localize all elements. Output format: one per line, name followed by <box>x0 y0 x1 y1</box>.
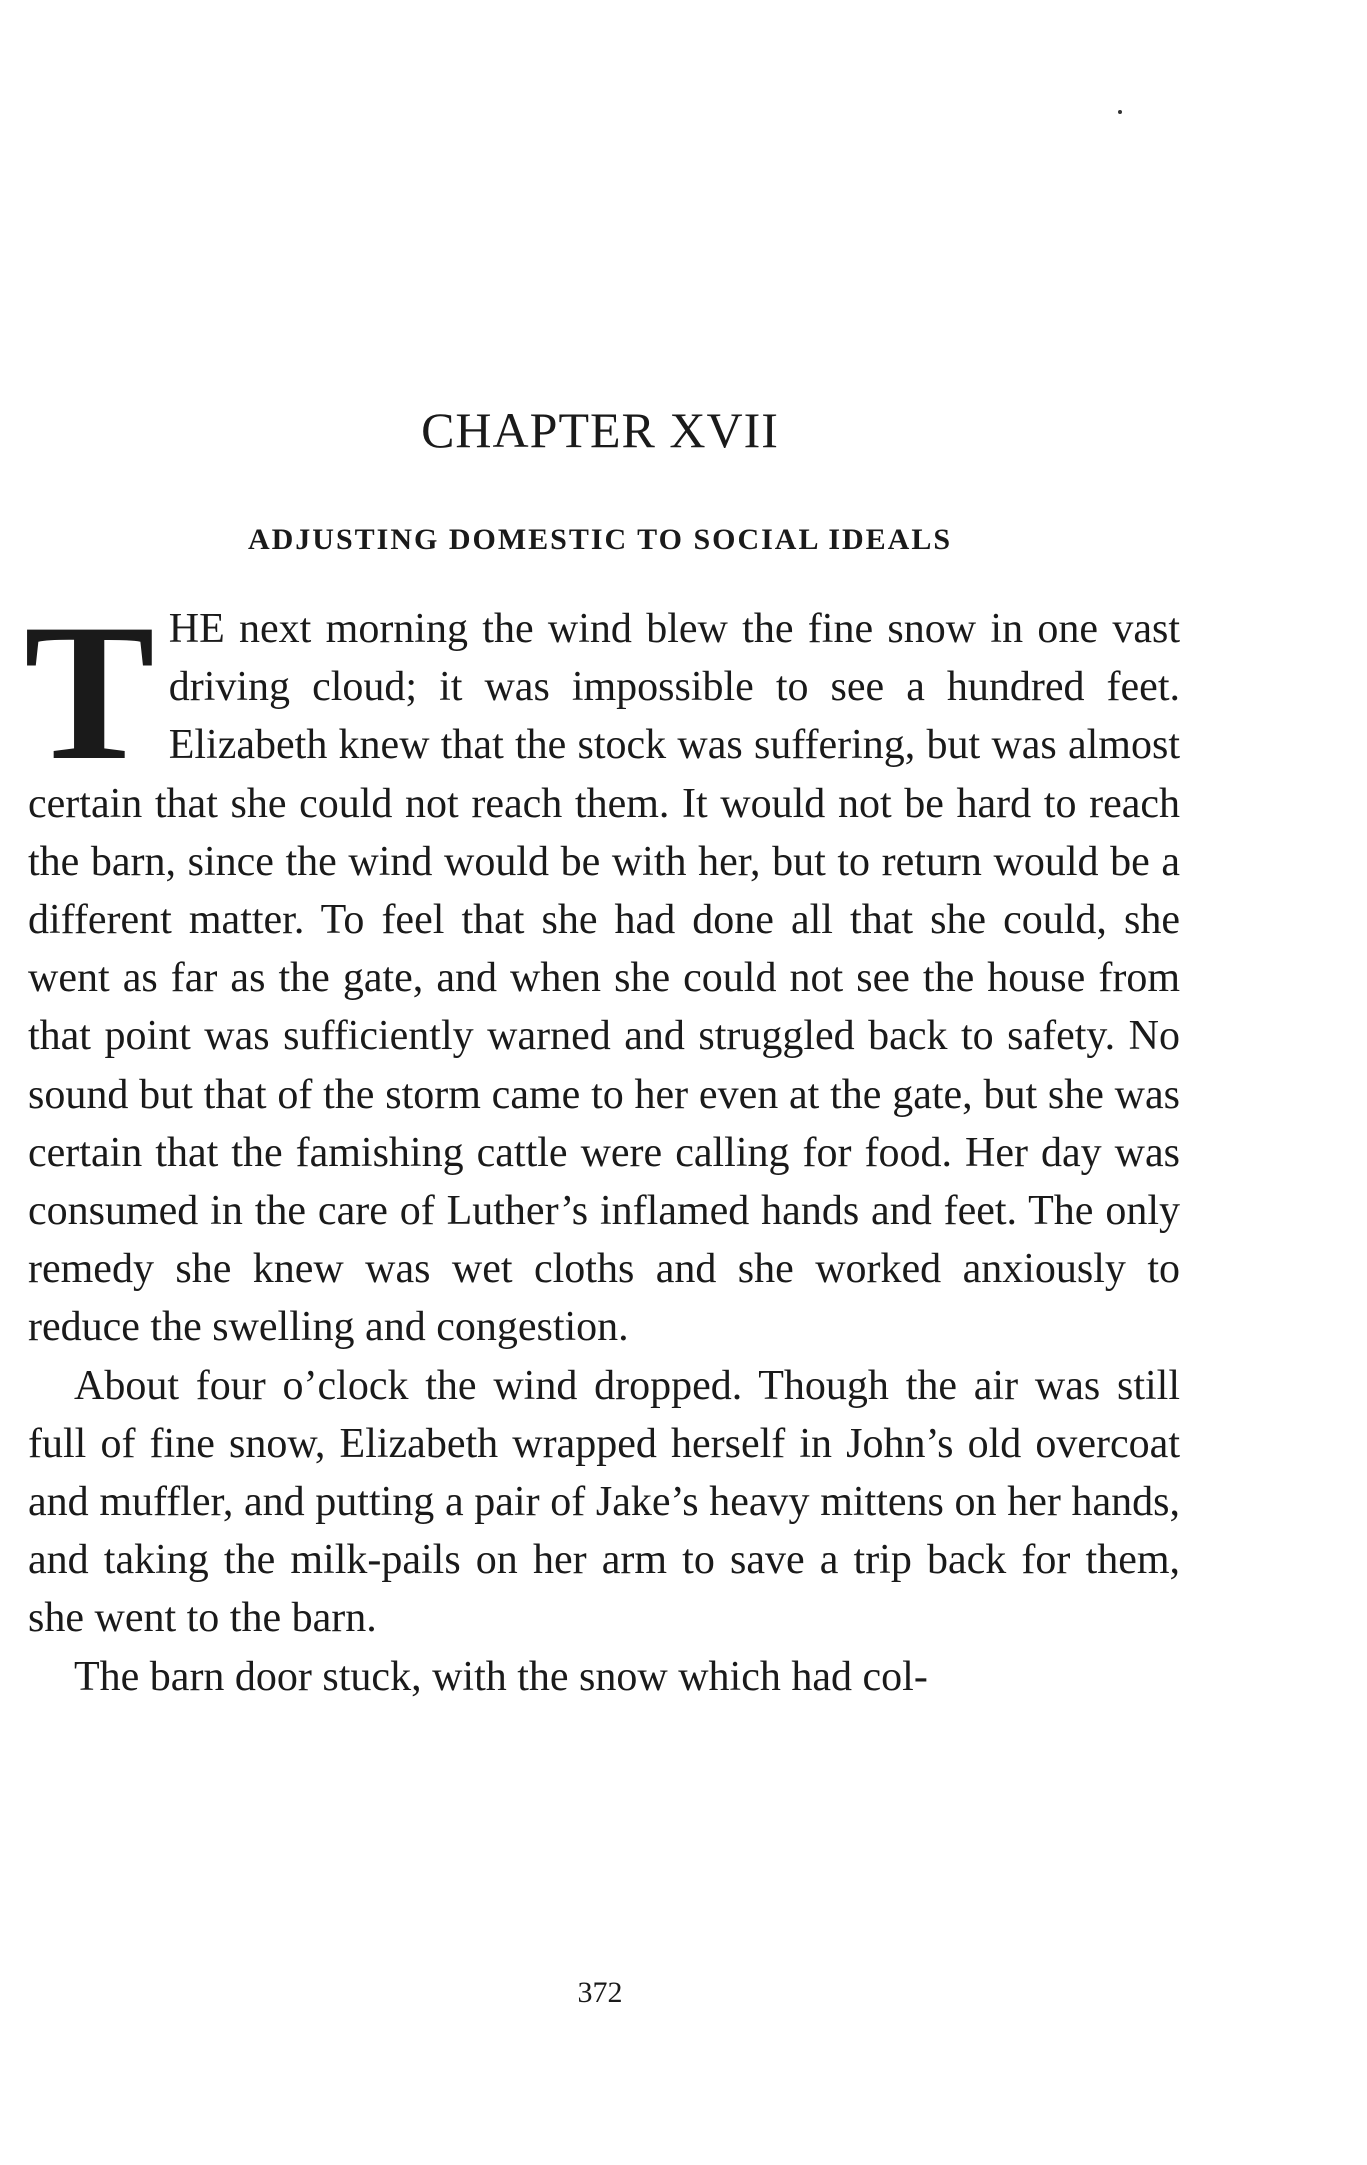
print-speck <box>1118 110 1122 114</box>
paragraph-2: About four o’clock the wind dropped. Though the air was still full of fine snow, Elizabeth wrapped herself in John’s old overcoat and muffler, and putting a pair of Jake’s heavy mittens on her hands, and taking the milk-pails on her arm to save a trip back for them, she went to the barn. <box>28 1362 1180 1642</box>
paragraph-3: The barn door stuck, with the snow which had col- <box>74 1653 928 1700</box>
paragraph-1 <box>24 584 1180 1357</box>
paragraph-1-text: HE next morning the wind blew the fine snow in one vast driving cloud; it was impossible to see a hundred feet. Elizabeth knew that the stock was suffering, but was almost certain that she could not reach them. It would not be hard to reach the barn, since the wind would be with her, but to return would be a different matter. To feel that she had done all that she could, she went as far as the gate, and when she could not see the house from that point was sufficiently warned and struggled back to safety. No sound but that of the storm came to her even at the gate, but she was certain that the famishing cattle were calling for food. Her day was consumed in the care of Luther’s inflamed hands and feet. The only remedy she knew was wet cloths and she worked anxiously to reduce the swelling and congestion. <box>28 606 1180 1351</box>
page-number: 372 <box>577 1976 623 2009</box>
body-text <box>24 584 1180 1706</box>
chapter-subtitle: ADJUSTING DOMESTIC TO SOCIAL IDEALS <box>247 523 953 556</box>
chapter-title: CHAPTER XVII <box>421 402 779 458</box>
drop-cap: T <box>24 584 155 801</box>
